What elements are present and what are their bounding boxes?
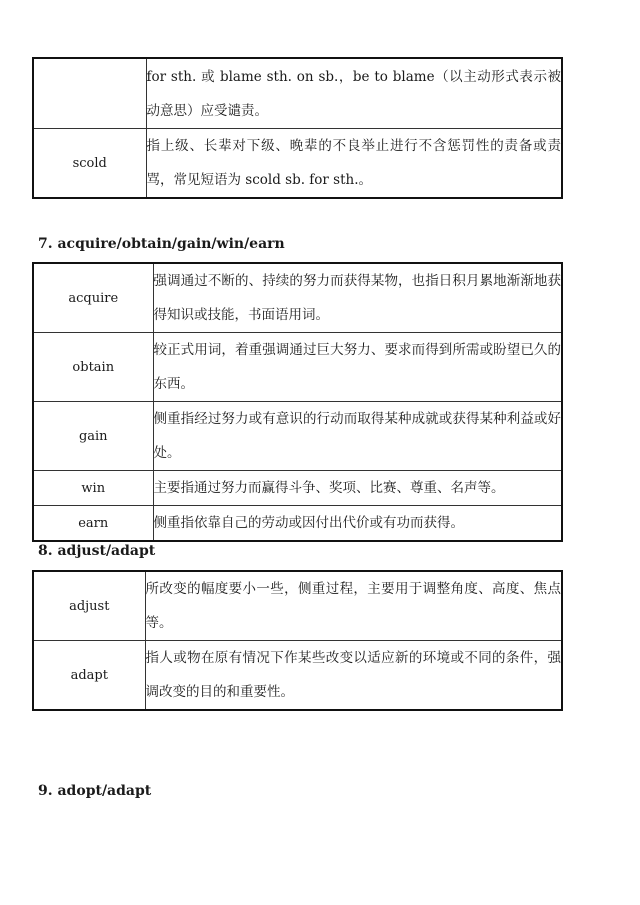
- definition-cell: 侧重指依靠自己的劳动或因付出代价或有功而获得。: [153, 506, 562, 542]
- table-row: [33, 129, 562, 199]
- term-cell: earn: [33, 506, 153, 542]
- definition-cell: 所改变的幅度要小一些，侧重过程，主要用于调整角度、高度、焦点等。: [145, 571, 562, 641]
- table-acquire-obtain-gain-win-earn: [32, 262, 563, 542]
- definition-cell: 较正式用词，着重强调通过巨大努力、要求而得到所需或盼望已久的东西。: [153, 333, 562, 402]
- table-row: [33, 471, 562, 506]
- section-heading: 8. adjust/adapt: [38, 543, 156, 559]
- definition-cell: 侧重指经过努力或有意识的行动而取得某种成就或获得某种利益或好处。: [153, 402, 562, 471]
- table-row: [33, 58, 562, 129]
- term-cell: obtain: [33, 333, 153, 402]
- term-cell: win: [33, 471, 153, 506]
- definition-cell: 强调通过不断的、持续的努力而获得某物，也指日积月累地渐渐地获得知识或技能，书面语用词。: [153, 263, 562, 333]
- term-cell: [33, 58, 146, 129]
- table-adjust-adapt: [32, 570, 563, 711]
- term-cell: acquire: [33, 263, 153, 333]
- term-cell: adjust: [33, 571, 145, 641]
- table-blame-scold: [32, 57, 563, 199]
- table-row: [33, 641, 562, 711]
- term-cell: gain: [33, 402, 153, 471]
- table-row: [33, 402, 562, 471]
- table-row: [33, 506, 562, 542]
- definition-cell: 主要指通过努力而赢得斗争、奖项、比赛、尊重、名声等。: [153, 471, 562, 506]
- definition-cell: for sth. 或 blame sth. on sb.，be to blame（以主动形式表示被动意思）应受谴责。: [146, 58, 562, 129]
- term-cell: adapt: [33, 641, 145, 711]
- definition-cell: 指上级、长辈对下级、晚辈的不良举止进行不含惩罚性的责备或责骂，常见短语为 scold sb. for sth.。: [146, 129, 562, 199]
- table-row: [33, 571, 562, 641]
- term-cell: scold: [33, 129, 146, 199]
- table-row: [33, 263, 562, 333]
- definition-cell: 指人或物在原有情况下作某些改变以适应新的环境或不同的条件，强调改变的目的和重要性。: [145, 641, 562, 711]
- section-heading: 9. adopt/adapt: [38, 783, 152, 799]
- table-row: [33, 333, 562, 402]
- section-heading: 7. acquire/obtain/gain/win/earn: [38, 236, 285, 252]
